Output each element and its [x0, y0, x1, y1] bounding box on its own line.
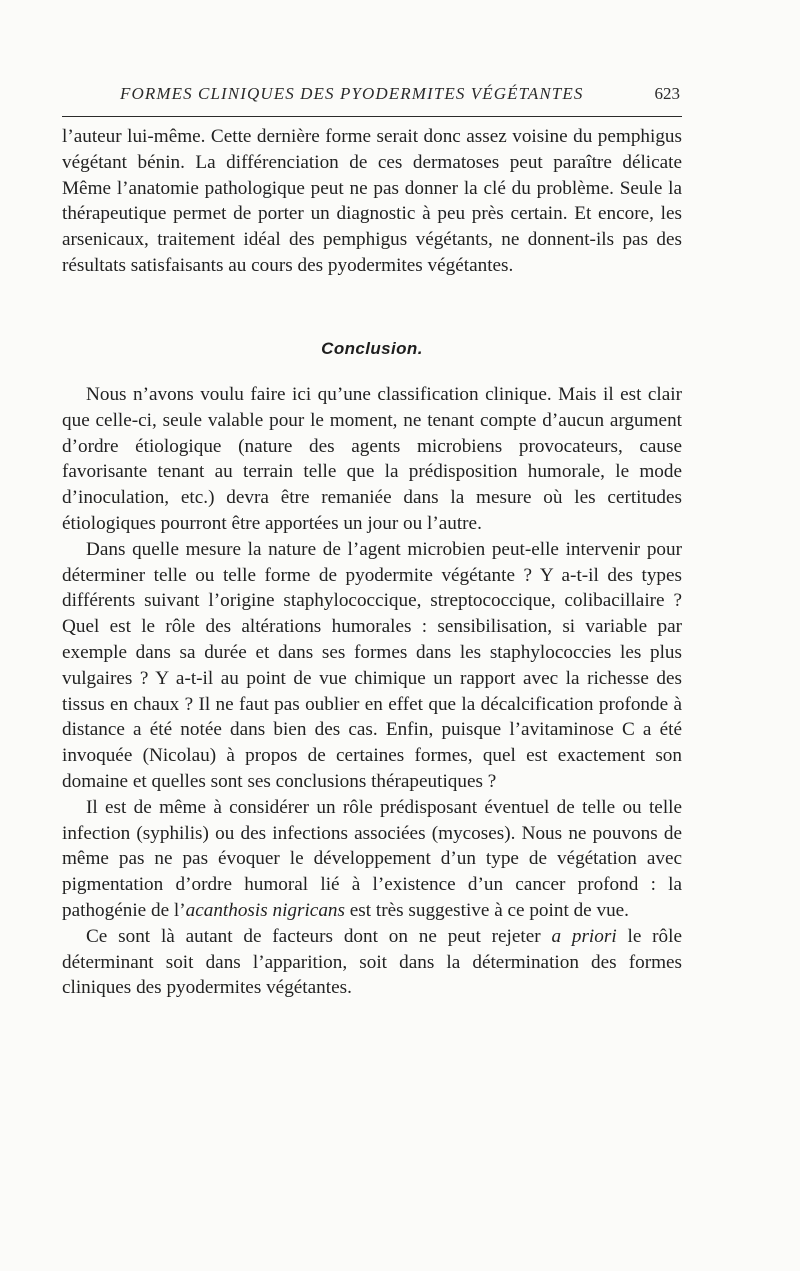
running-header: [62, 80, 682, 117]
section-heading: Conclusion.: [321, 339, 423, 358]
paragraph-2: Dans quelle mesure la nature de l’agent microbien peut-elle intervenir pour déterminer telle ou telle forme de pyodermite végétante ? Y a-t-il des types différents suivant l’origine staphylococcique, streptococcique, colibacillaire ? Quel est le rôle des altérations humorales : sensibilisation, si variable par exemple dans sa durée et dans ses formes dans les staphylococcies les plus vulgaires ? Y a-t-il au point de vue chimique un rapport avec la richesse des tissus en chaux ? Il ne faut pas oublier en effet que la décalcification profonde à distance a été notée dans bien des cas. Enfin, puisque l’avitaminose C a été invoquée (Nicolau) à propos de certaines formes, quel est exactement son domaine et quelles sont ses conclusions thérapeutiques ?: [62, 538, 682, 792]
paragraph-3: [62, 795, 682, 924]
page-number: 623: [654, 84, 680, 103]
paragraph-4: [62, 924, 682, 1001]
intro-paragraph: l’auteur lui-même. Cette dernière forme serait donc assez voisine du pemphigus végétant bénin. La différenciation de ces dermatoses peut paraître délicate Même l’anatomie pathologique peut ne pas donner la clé du problème. Seule la thérapeutique permet de porter un diagnostic à peu près certain. Et encore, les arsenicaux, traitement idéal des pemphigus végétants, ne donnent-ils pas des résultats satisfaisants au cours des pyodermites végétantes.: [62, 126, 682, 276]
paragraph-3-text-end: est très suggestive à ce point de vue.: [344, 899, 629, 921]
paragraph-3-italic: acanthosis nigricans: [185, 899, 345, 921]
running-title: FORMES CLINIQUES DES PYODERMITES VÉGÉTANTES: [120, 84, 584, 103]
intro-block: [62, 124, 682, 279]
conclusion-body: [62, 382, 682, 1001]
paragraph-3-text: Il est de même à considérer un rôle prédisposant éventuel de telle ou telle infection (syphilis) ou des infections associées (mycoses). Nous ne pouvons de même pas ne pas évoquer le développement d’un type de végétation avec pigmentation d’ordre humoral lié à l’existence d’un cancer profond : la pathogénie de l’: [62, 796, 682, 921]
paragraph-4-text: Ce sont là autant de facteurs dont on ne peut rejeter: [86, 925, 552, 947]
paragraph-4-italic: a priori: [551, 925, 617, 947]
paragraph-4-text-end: le rôle déterminant soit dans l’apparition, soit dans la détermination des formes cliniques des pyodermites végétantes.: [62, 925, 682, 999]
paragraph-1: Nous n’avons voulu faire ici qu’une classification clinique. Mais il est clair que celle-ci, seule valable pour le moment, ne tenant compte d’aucun argument d’ordre étiologique (nature des agents microbiens provocateurs, cause favorisante tenant au terrain telle que la prédisposition humorale, le mode d’inoculation, etc.) devra être remaniée dans la mesure où les certitudes étiologiques pourront être apportées un jour ou l’autre.: [62, 384, 682, 534]
